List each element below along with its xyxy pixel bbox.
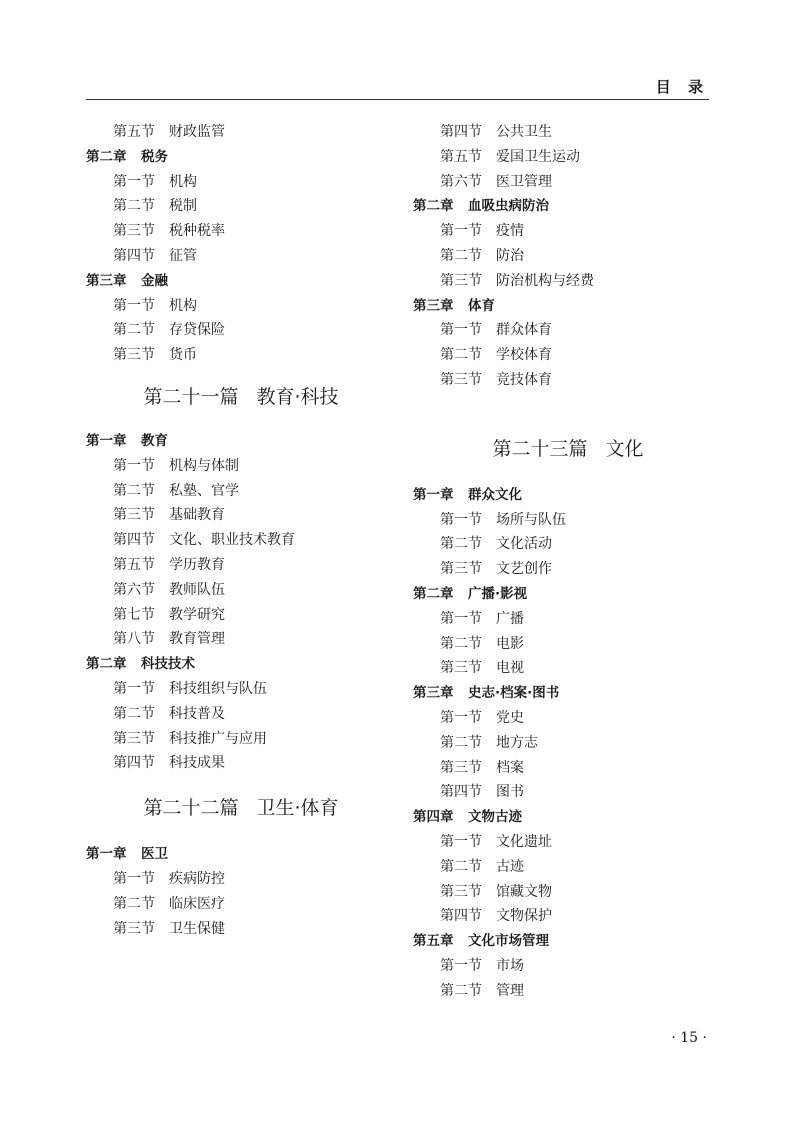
toc-entry-title: 货币	[169, 347, 197, 364]
toc-group	[86, 120, 396, 368]
toc-section	[86, 503, 396, 528]
toc-section	[413, 343, 723, 368]
toc-entry-label: 第三节	[440, 883, 482, 900]
toc-entry-title: 机构与体制	[169, 457, 239, 474]
toc-section	[413, 979, 723, 1004]
toc-group	[413, 483, 723, 1004]
toc-section	[86, 244, 396, 269]
toc-section	[86, 892, 396, 917]
toc-entry-label: 第二节	[440, 536, 482, 553]
toc-entry-title: 教学研究	[169, 606, 225, 623]
toc-entry-title: 科技普及	[169, 705, 225, 722]
toc-section	[413, 830, 723, 855]
toc-entry-title: 文艺创作	[496, 561, 552, 578]
toc-entry-title: 征管	[169, 247, 197, 264]
toc-entry-title: 教育	[141, 432, 168, 449]
toc-section	[413, 145, 723, 170]
toc-entry-title: 税种税率	[169, 223, 225, 240]
toc-entry-title: 防治	[496, 247, 524, 264]
toc-section	[86, 120, 396, 145]
toc-entry-label: 第二节	[440, 734, 482, 751]
toc-entry-title: 医卫	[141, 846, 168, 863]
toc-chapter	[86, 429, 396, 454]
toc-chapter	[413, 805, 723, 830]
toc-chapter	[413, 194, 723, 219]
toc-chapter	[86, 652, 396, 677]
toc-entry-title: 文物保护	[496, 908, 552, 925]
toc-section	[413, 508, 723, 533]
toc-entry-title: 群众文化	[468, 486, 522, 503]
toc-entry-title: 科技推广与应用	[169, 730, 267, 747]
toc-section	[86, 751, 396, 776]
toc-entry-title: 古迹	[496, 858, 524, 875]
header-title: 目 录	[655, 78, 709, 96]
toc-entry-title: 公共卫生	[496, 124, 552, 140]
toc-entry-title: 疾病防控	[169, 870, 225, 887]
toc-section	[413, 880, 723, 905]
toc-entry-title: 防治机构与经费	[496, 272, 594, 289]
toc-entry-label: 第四节	[440, 124, 482, 140]
header-rule	[86, 99, 709, 100]
toc-section	[413, 318, 723, 343]
toc-entry-label: 第一节	[440, 610, 482, 627]
toc-section	[86, 627, 396, 652]
toc-section	[413, 368, 723, 393]
toc-section	[413, 954, 723, 979]
toc-entry-label: 第二节	[113, 895, 155, 912]
toc-section	[86, 294, 396, 319]
toc-entry-label: 第三章	[86, 272, 127, 289]
toc-entry-label: 第六节	[440, 173, 482, 190]
part-heading-22	[86, 790, 396, 826]
toc-entry-label: 第一节	[440, 511, 482, 528]
toc-entry-label: 第一节	[113, 680, 155, 697]
toc-entry-label: 第四节	[113, 755, 155, 772]
toc-entry-label: 第三节	[113, 920, 155, 937]
toc-entry-title: 学历教育	[169, 556, 225, 573]
toc-chapter	[413, 929, 723, 954]
toc-entry-title: 档案	[496, 759, 524, 776]
toc-section	[413, 557, 723, 582]
toc-entry-label: 第二节	[440, 635, 482, 652]
toc-section	[86, 677, 396, 702]
toc-section	[86, 917, 396, 942]
toc-entry-label: 第三节	[113, 223, 155, 240]
part-title: 卫生·体育	[256, 797, 339, 820]
toc-entry-title: 图书	[496, 784, 524, 801]
toc-entry-label: 第五节	[113, 556, 155, 573]
toc-chapter	[413, 681, 723, 706]
toc-entry-label: 第五章	[413, 933, 454, 950]
toc-entry-label: 第二节	[113, 482, 155, 499]
toc-section	[86, 603, 396, 628]
part-title: 教育·科技	[256, 385, 339, 408]
toc-section	[86, 194, 396, 219]
toc-section	[86, 553, 396, 578]
toc-entry-title: 疫情	[496, 223, 524, 240]
toc-entry-title: 党史	[496, 709, 524, 726]
toc-entry-label: 第一节	[440, 833, 482, 850]
toc-entry-title: 文化遗址	[496, 833, 552, 850]
toc-entry-title: 史志·档案·图书	[468, 685, 560, 702]
toc-entry-label: 第三章	[413, 297, 454, 314]
part-label: 第二十一篇	[143, 385, 239, 408]
toc-section	[413, 607, 723, 632]
toc-entry-title: 文化活动	[496, 536, 552, 553]
toc-entry-label: 第一节	[113, 173, 155, 190]
toc-entry-title: 科技组织与队伍	[169, 680, 267, 697]
toc-entry-label: 第六节	[113, 581, 155, 598]
toc-entry-label: 第三节	[113, 507, 155, 524]
toc-entry-label: 第三节	[113, 730, 155, 747]
toc-entry-label: 第一节	[440, 223, 482, 240]
toc-right-column	[413, 120, 723, 1004]
toc-entry-title: 市场	[496, 957, 524, 974]
toc-entry-title: 财政监管	[169, 124, 225, 140]
toc-section	[413, 120, 723, 145]
toc-entry-title: 场所与队伍	[496, 511, 566, 528]
toc-section	[86, 318, 396, 343]
toc-entry-title: 管理	[496, 982, 524, 999]
toc-section	[86, 702, 396, 727]
toc-chapter	[86, 269, 396, 294]
toc-entry-title: 科技技术	[141, 656, 195, 673]
toc-entry-title: 广播·影视	[468, 585, 528, 602]
toc-entry-title: 电视	[496, 660, 524, 677]
toc-entry-label: 第二节	[113, 198, 155, 215]
toc-section	[413, 780, 723, 805]
toc-left-column	[86, 120, 396, 941]
toc-entry-title: 文化市场管理	[468, 933, 549, 950]
toc-entry-title: 科技成果	[169, 755, 225, 772]
toc-entry-title: 税务	[141, 148, 168, 165]
toc-entry-title: 教师队伍	[169, 581, 225, 598]
toc-entry-title: 医卫管理	[496, 173, 552, 190]
toc-section	[413, 706, 723, 731]
part-heading-23	[413, 431, 723, 467]
toc-section	[86, 727, 396, 752]
toc-entry-title: 学校体育	[496, 347, 552, 364]
toc-entry-label: 第一节	[440, 709, 482, 726]
toc-entry-title: 血吸虫病防治	[468, 198, 549, 215]
toc-section	[413, 855, 723, 880]
toc-section	[86, 578, 396, 603]
toc-chapter	[86, 842, 396, 867]
toc-entry-title: 临床医疗	[169, 895, 225, 912]
part-label: 第二十三篇	[492, 437, 588, 460]
toc-entry-label: 第七节	[113, 606, 155, 623]
toc-entry-title: 地方志	[496, 734, 538, 751]
toc-section	[86, 479, 396, 504]
toc-entry-label: 第二章	[86, 656, 127, 673]
toc-entry-label: 第三节	[440, 759, 482, 776]
toc-group	[86, 429, 396, 776]
toc-entry-title: 馆藏文物	[496, 883, 552, 900]
toc-section	[86, 867, 396, 892]
toc-entry-label: 第八节	[113, 631, 155, 648]
toc-entry-title: 群众体育	[496, 322, 552, 339]
toc-entry-label: 第一章	[86, 846, 127, 863]
toc-section	[413, 269, 723, 294]
toc-chapter	[413, 483, 723, 508]
toc-chapter	[413, 294, 723, 319]
toc-entry-label: 第二节	[440, 858, 482, 875]
toc-entry-label: 第三节	[440, 272, 482, 289]
toc-entry-title: 竞技体育	[496, 371, 552, 388]
toc-entry-label: 第二节	[440, 347, 482, 364]
toc-entry-label: 第三节	[440, 660, 482, 677]
toc-entry-label: 第四节	[440, 908, 482, 925]
toc-section	[86, 343, 396, 368]
toc-entry-title: 电影	[496, 635, 524, 652]
toc-entry-label: 第四节	[440, 784, 482, 801]
toc-group	[413, 120, 723, 393]
toc-section	[413, 632, 723, 657]
toc-entry-title: 爱国卫生运动	[496, 148, 580, 165]
page-number: · 15 ·	[671, 1030, 707, 1046]
toc-entry-title: 私塾、官学	[169, 482, 239, 499]
part-title: 文化	[605, 437, 644, 460]
toc-entry-label: 第四节	[113, 532, 155, 549]
toc-entry-label: 第五节	[113, 124, 155, 140]
toc-section	[413, 532, 723, 557]
toc-entry-label: 第二节	[440, 247, 482, 264]
toc-entry-label: 第二章	[413, 198, 454, 215]
toc-chapter	[86, 145, 396, 170]
toc-chapter	[413, 582, 723, 607]
toc-entry-title: 文物古迹	[468, 809, 522, 826]
toc-entry-label: 第一节	[440, 322, 482, 339]
toc-section	[413, 731, 723, 756]
toc-entry-title: 金融	[141, 272, 168, 289]
toc-section	[86, 170, 396, 195]
toc-entry-label: 第一节	[113, 457, 155, 474]
toc-entry-title: 机构	[169, 297, 197, 314]
toc-entry-label: 第一节	[113, 297, 155, 314]
toc-entry-label: 第五节	[440, 148, 482, 165]
toc-entry-label: 第二节	[113, 322, 155, 339]
toc-section	[413, 170, 723, 195]
toc-entry-title: 教育管理	[169, 631, 225, 648]
toc-section	[413, 656, 723, 681]
toc-entry-label: 第一章	[413, 486, 454, 503]
toc-entry-title: 基础教育	[169, 507, 225, 524]
part-heading-21	[86, 379, 396, 415]
toc-entry-title: 卫生保健	[169, 920, 225, 937]
toc-entry-title: 广播	[496, 610, 524, 627]
toc-entry-label: 第三节	[440, 371, 482, 388]
toc-entry-title: 体育	[468, 297, 495, 314]
toc-entry-label: 第四章	[413, 809, 454, 826]
toc-entry-label: 第一章	[86, 432, 127, 449]
toc-section	[86, 454, 396, 479]
toc-entry-label: 第三章	[413, 685, 454, 702]
toc-section	[413, 904, 723, 929]
toc-section	[413, 219, 723, 244]
toc-section	[86, 528, 396, 553]
toc-entry-label: 第一节	[113, 870, 155, 887]
toc-entry-label: 第三节	[440, 561, 482, 578]
toc-entry-label: 第二节	[113, 705, 155, 722]
part-label: 第二十二篇	[143, 797, 239, 820]
toc-entry-title: 文化、职业技术教育	[169, 532, 295, 549]
toc-entry-label: 第一节	[440, 957, 482, 974]
toc-entry-label: 第二节	[440, 982, 482, 999]
toc-entry-label: 第四节	[113, 247, 155, 264]
toc-section	[86, 219, 396, 244]
toc-section	[413, 756, 723, 781]
toc-entry-label: 第三节	[113, 347, 155, 364]
toc-entry-label: 第二章	[86, 148, 127, 165]
toc-entry-title: 存贷保险	[169, 322, 225, 339]
toc-entry-title: 税制	[169, 198, 197, 215]
toc-entry-label: 第二章	[413, 585, 454, 602]
toc-group	[86, 842, 396, 941]
toc-entry-title: 机构	[169, 173, 197, 190]
toc-section	[413, 244, 723, 269]
